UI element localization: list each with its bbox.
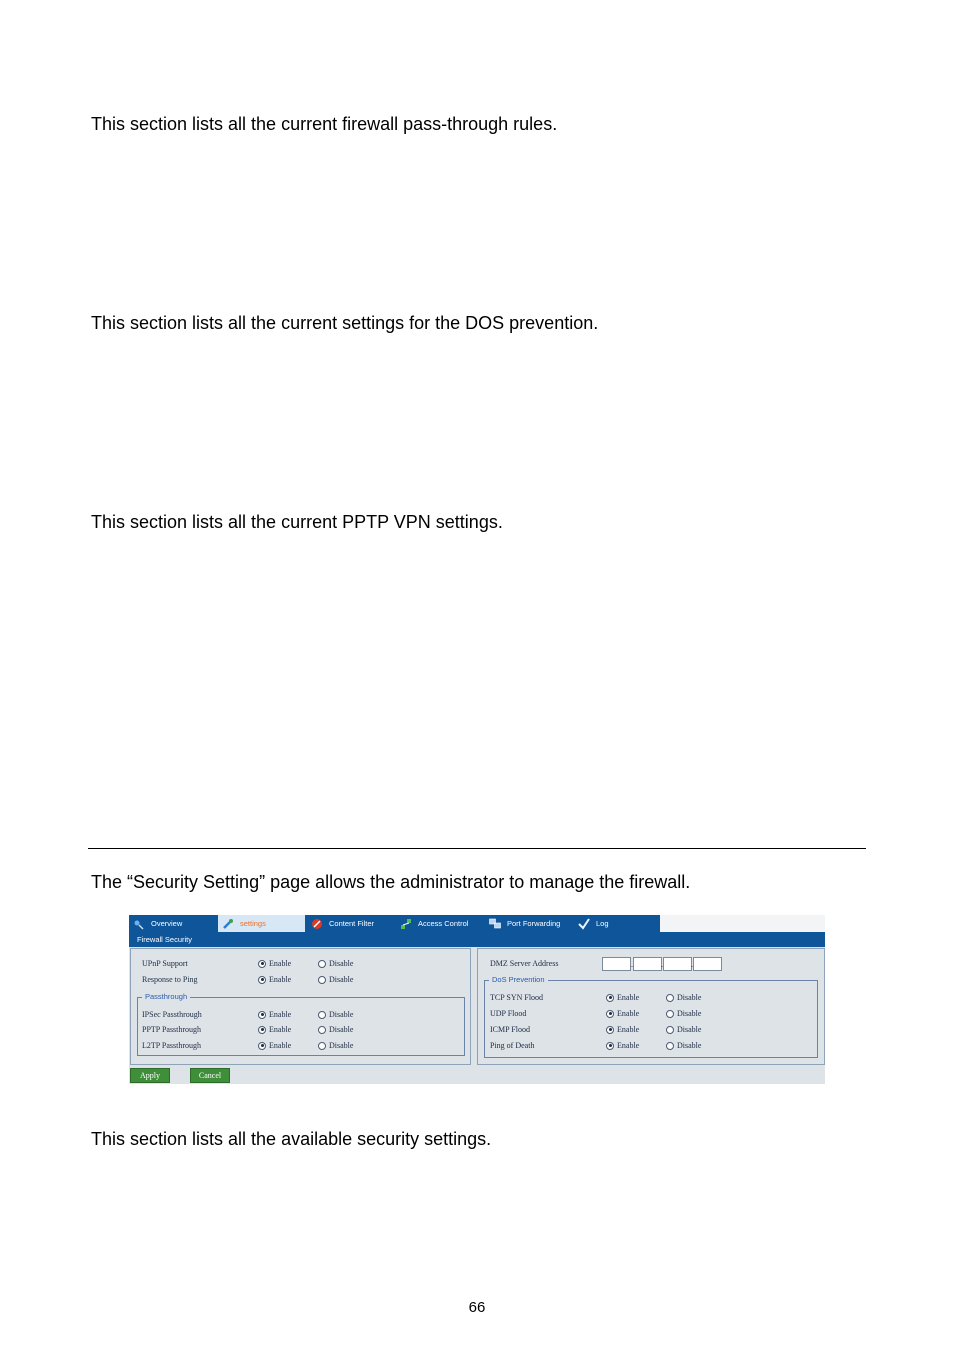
paragraph-dos-prevention: This section lists all the current settings for the DOS prevention. (91, 313, 599, 333)
pptp-label: PPTP Passthrough (142, 1025, 202, 1034)
radio-selected-icon (258, 976, 266, 984)
l2tp-enable-radio[interactable]: Enable (258, 1041, 291, 1050)
pptp-disable-radio[interactable]: Disable (318, 1025, 353, 1034)
radio-empty-icon (666, 1026, 674, 1034)
udp-flood-label: UDP Flood (490, 1009, 527, 1018)
radio-selected-icon (258, 1042, 266, 1050)
cancel-button[interactable]: Cancel (190, 1068, 230, 1083)
icmp-flood-label: ICMP Flood (490, 1025, 530, 1034)
icmp-enable-radio[interactable]: Enable (606, 1025, 639, 1034)
radio-selected-icon (606, 1026, 614, 1034)
tab-access-control[interactable]: Access Control (396, 915, 484, 932)
pod-disable-radio[interactable]: Disable (666, 1041, 701, 1050)
l2tp-disable-radio[interactable]: Disable (318, 1041, 353, 1050)
tab-settings[interactable]: settings (218, 915, 305, 932)
wrench-icon (222, 918, 234, 930)
checkmark-icon (578, 918, 590, 930)
radio-selected-icon (606, 1042, 614, 1050)
radio-empty-icon (666, 1010, 674, 1018)
satellite-icon (133, 918, 145, 930)
radio-empty-icon (318, 1011, 326, 1019)
radio-selected-icon (258, 1011, 266, 1019)
pptp-enable-radio[interactable]: Enable (258, 1025, 291, 1034)
ipsec-disable-radio[interactable]: Disable (318, 1010, 353, 1019)
passthrough-legend: Passthrough (142, 992, 190, 1001)
radio-selected-icon (606, 994, 614, 1002)
radio-selected-icon (606, 1010, 614, 1018)
dmz-label: DMZ Server Address (490, 959, 559, 968)
panel-title-bar (129, 932, 825, 947)
ipsec-enable-radio[interactable]: Enable (258, 1010, 291, 1019)
paragraph-available-settings: This section lists all the available security settings. (91, 1129, 492, 1149)
ping-of-death-label: Ping of Death (490, 1041, 535, 1050)
tab-log[interactable]: Log (574, 915, 660, 932)
udp-disable-radio[interactable]: Disable (666, 1009, 701, 1018)
tcp-syn-enable-radio[interactable]: Enable (606, 993, 639, 1002)
ping-enable-radio[interactable]: Enable (258, 975, 291, 984)
radio-empty-icon (318, 976, 326, 984)
upnp-enable-radio[interactable]: Enable (258, 959, 291, 968)
ip-separator: . (691, 960, 693, 969)
icmp-disable-radio[interactable]: Disable (666, 1025, 701, 1034)
dmz-ip-octet-3[interactable] (663, 957, 692, 971)
network-icon (400, 918, 412, 930)
dmz-ip-octet-1[interactable] (602, 957, 631, 971)
computers-icon (489, 918, 501, 930)
apply-button[interactable]: Apply (130, 1068, 170, 1083)
ping-disable-radio[interactable]: Disable (318, 975, 353, 984)
dos-prevention-legend: DoS Prevention (489, 975, 548, 984)
radio-selected-icon (258, 960, 266, 968)
upnp-label: UPnP Support (142, 959, 188, 968)
tcp-syn-disable-radio[interactable]: Disable (666, 993, 701, 1002)
dmz-ip-octet-4[interactable] (693, 957, 722, 971)
radio-empty-icon (318, 1042, 326, 1050)
radio-empty-icon (666, 994, 674, 1002)
dmz-ip-octet-2[interactable] (633, 957, 662, 971)
horizontal-rule (88, 848, 866, 849)
radio-empty-icon (666, 1042, 674, 1050)
upnp-disable-radio[interactable]: Disable (318, 959, 353, 968)
pod-enable-radio[interactable]: Enable (606, 1041, 639, 1050)
tcp-syn-flood-label: TCP SYN Flood (490, 993, 544, 1002)
l2tp-label: L2TP Passthrough (142, 1041, 202, 1050)
panel-title: Firewall Security (137, 935, 193, 944)
ip-separator: . (661, 960, 663, 969)
ping-label: Response to Ping (142, 975, 198, 984)
tab-overview[interactable]: Overview (129, 915, 217, 932)
tab-port-forwarding[interactable]: Port Forwarding (485, 915, 573, 932)
ipsec-label: IPSec Passthrough (142, 1010, 202, 1019)
radio-empty-icon (318, 960, 326, 968)
paragraph-pptp-vpn: This section lists all the current PPTP VPN settings. (91, 512, 503, 532)
radio-empty-icon (318, 1026, 326, 1034)
tab-content-filter[interactable]: Content Filter (307, 915, 395, 932)
page-number: 66 (468, 1299, 486, 1316)
paragraph-passthrough-rules: This section lists all the current firewall pass-through rules. (91, 114, 558, 134)
security-settings-screenshot (129, 915, 825, 1084)
no-entry-icon (311, 918, 323, 930)
radio-selected-icon (258, 1026, 266, 1034)
paragraph-security-setting: The “Security Setting” page allows the administrator to manage the firewall. (91, 872, 691, 892)
ip-separator: . (631, 960, 633, 969)
udp-enable-radio[interactable]: Enable (606, 1009, 639, 1018)
